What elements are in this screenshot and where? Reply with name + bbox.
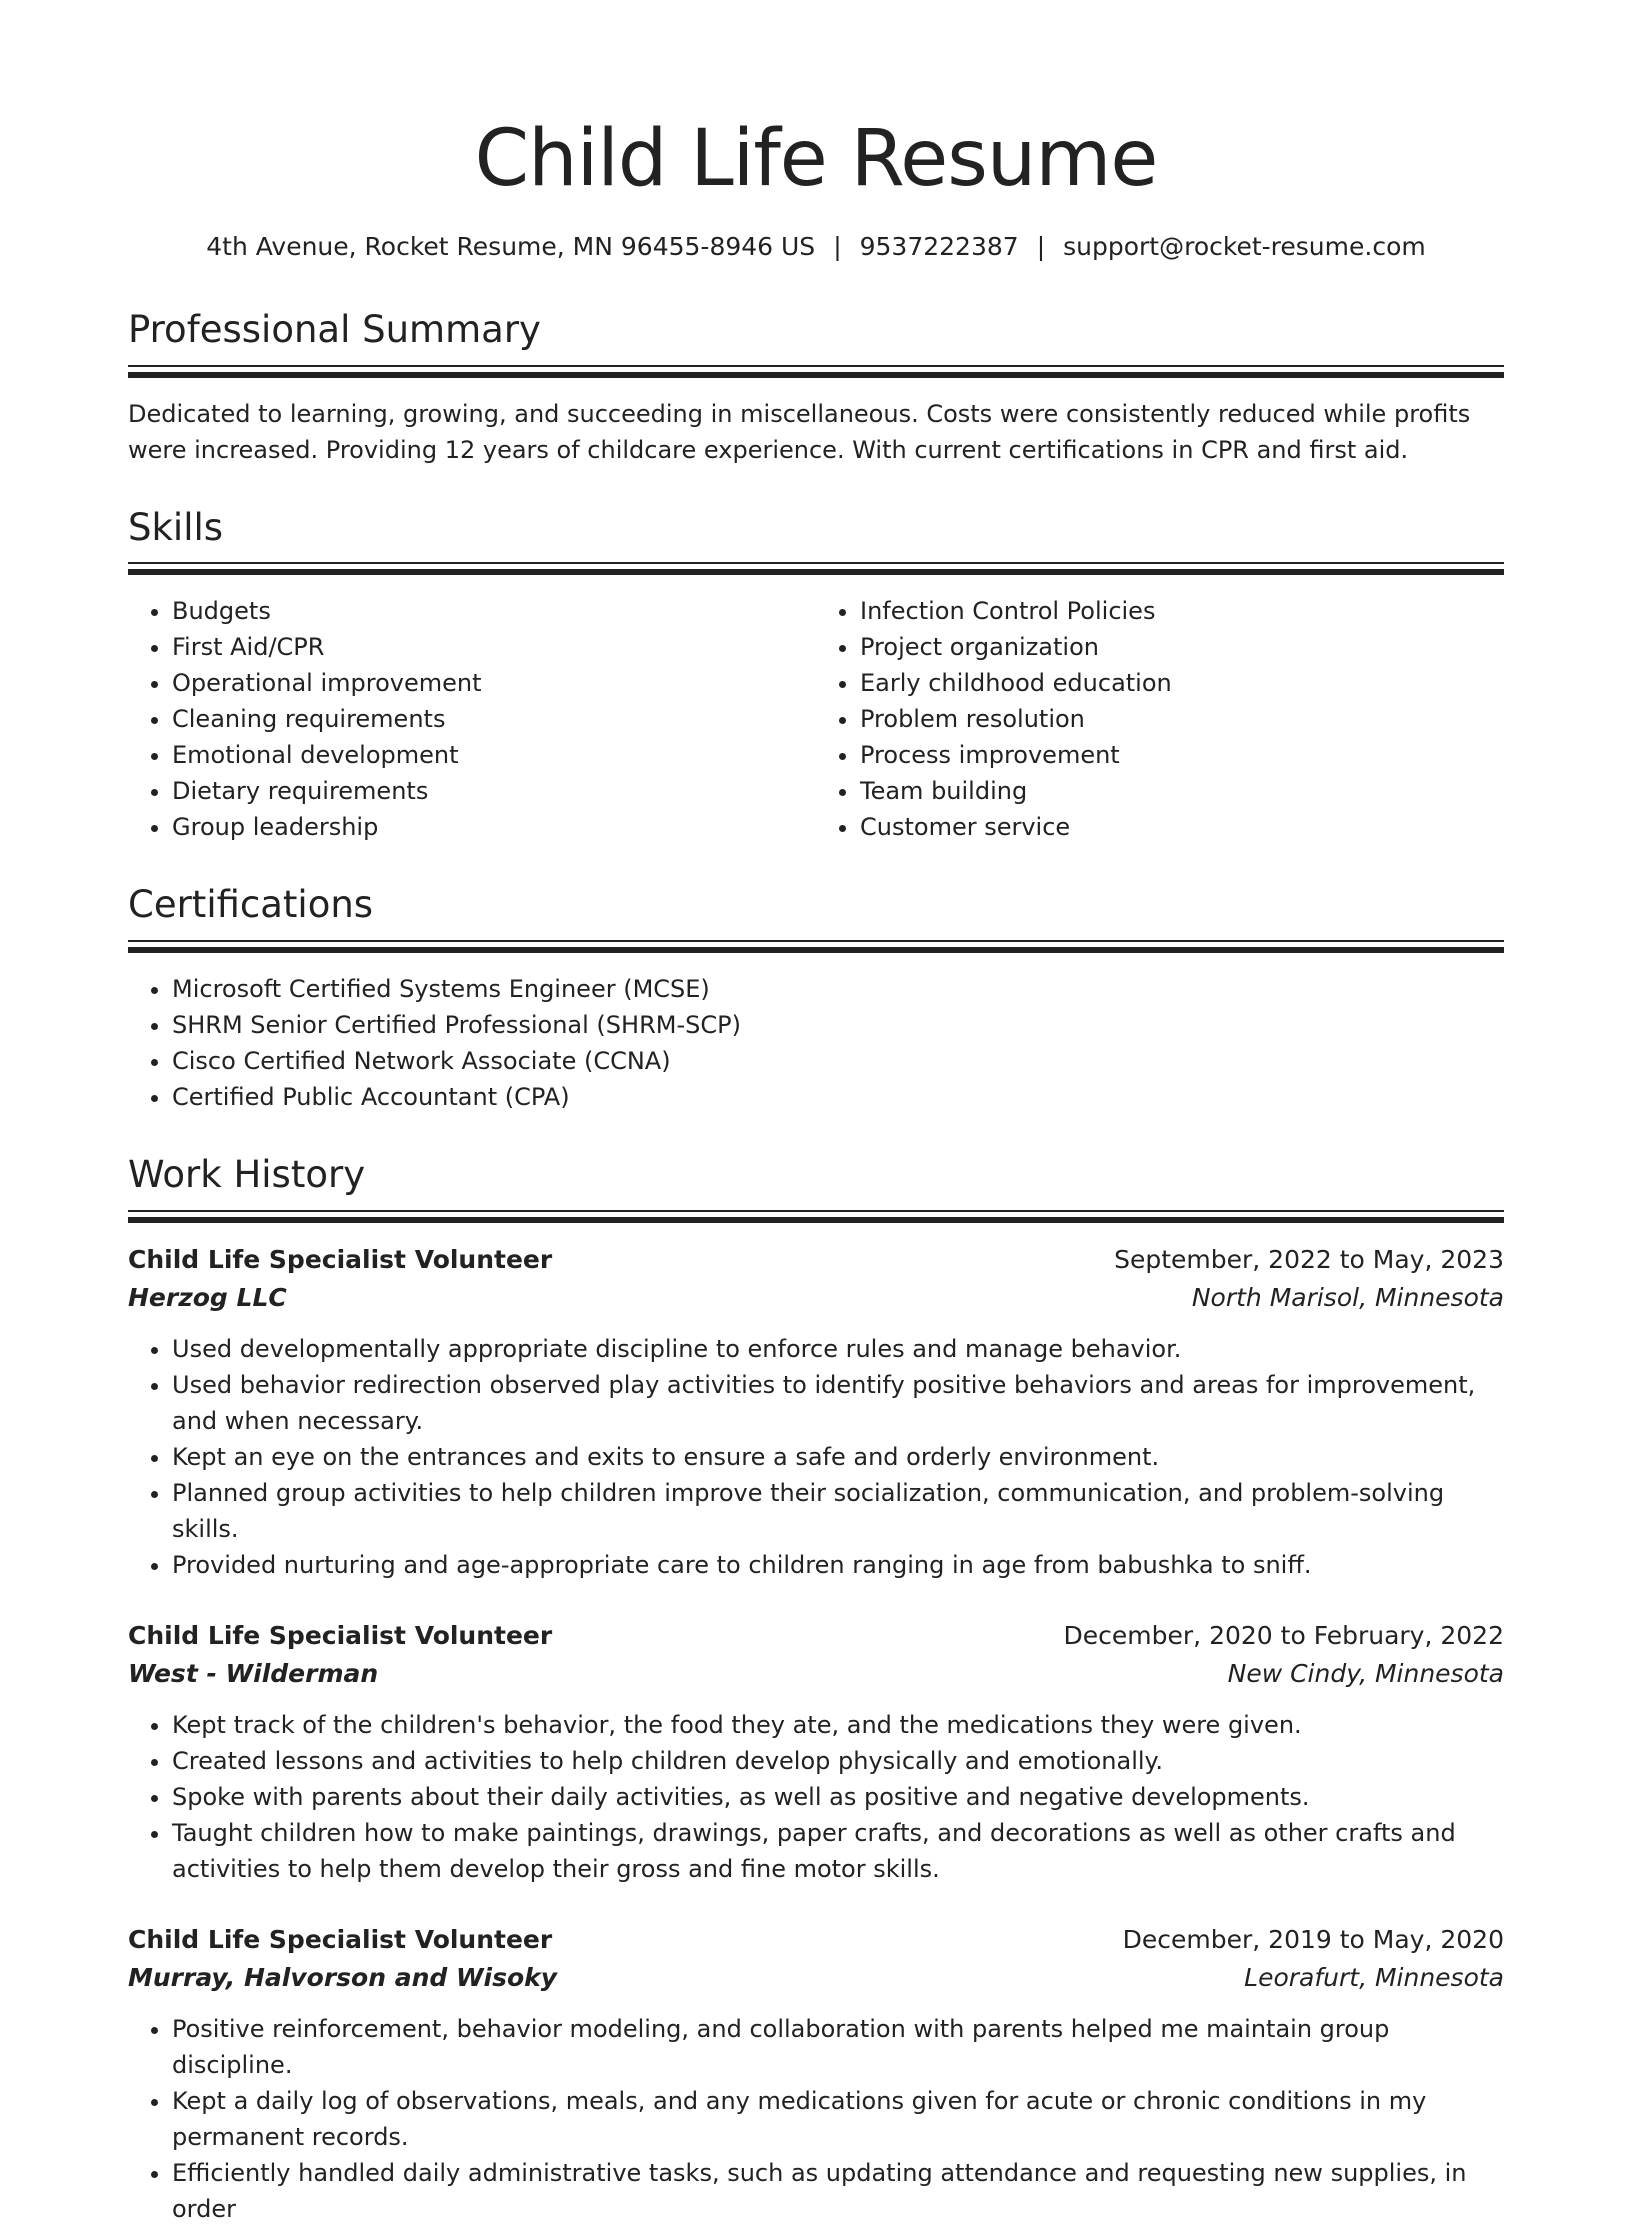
job-entry [128,1617,1504,1887]
job-bullet: • Kept an eye on the entrances and exits to ensure a safe and orderly environment. [172,1439,1504,1475]
section-divider [128,1210,1504,1223]
certifications-section [128,885,1504,1115]
job-location: New Cindy, Minnesota [1227,1658,1504,1688]
section-divider [128,365,1504,378]
job-bullets [128,1707,1504,1887]
skill-item: • Emotional development [172,737,816,773]
job-title: Child Life Specialist Volunteer [128,1620,553,1650]
skill-item: • First Aid/CPR [172,629,816,665]
skills-list-left [128,593,816,845]
job-header-row [128,1921,1504,1959]
job-company-row [128,1279,1504,1317]
skill-item: • Group leadership [172,809,816,845]
job-bullet: • Kept a daily log of observations, meals, and any medications given for acute or chronic conditions in my permanent records. [172,2083,1504,2155]
job-company: Murray, Halvorson and Wisoky [128,1962,558,1992]
skills-section [128,505,1504,846]
job-bullet: • Created lessons and activities to help children develop physically and emotionally. [172,1743,1504,1779]
job-bullet: • Spoke with parents about their daily activities, as well as positive and negative developments. [172,1779,1504,1815]
resume-title: Child Life Resume [474,114,1158,204]
job-location: North Marisol, Minnesota [1191,1282,1504,1312]
job-company-row [128,1655,1504,1693]
certification-item: • SHRM Senior Certified Professional (SHRM-SCP) [172,1007,1504,1043]
certification-item: • Microsoft Certified Systems Engineer (MCSE) [172,971,1504,1007]
job-company-row [128,1959,1504,1997]
job-company: West - Wilderman [128,1658,379,1688]
skill-item: • Dietary requirements [172,773,816,809]
contact-address: 4th Avenue, Rocket Resume, MN 96455-8946 US [206,232,816,261]
skill-item: • Early childhood education [860,665,1504,701]
contact-phone: 9537222387 [859,232,1019,261]
job-title: Child Life Specialist Volunteer [128,1244,553,1274]
section-heading: Professional Summary [128,308,541,351]
summary-section [128,310,1504,468]
job-header-row [128,1241,1504,1279]
job-bullet: • Positive reinforcement, behavior modeling, and collaboration with parents helped me maintain group discipline. [172,2011,1504,2083]
job-entry [128,1921,1504,2227]
section-heading: Skills [128,505,224,549]
skill-item: • Process improvement [860,737,1504,773]
work-history-section [128,1155,1504,2227]
skill-item: • Customer service [860,809,1504,845]
job-bullet: • Taught children how to make paintings, drawings, paper crafts, and decorations as well as other crafts and activities to help them develop their gross and fine motor skills. [172,1815,1504,1887]
job-company: Herzog LLC [128,1282,287,1312]
skill-item: • Project organization [860,629,1504,665]
certifications-list [128,971,1504,1115]
section-divider [128,562,1504,575]
job-bullets [128,1331,1504,1583]
job-bullet: • Used behavior redirection observed play activities to identify positive behaviors and areas for improvement, and when necessary. [172,1367,1504,1439]
job-bullets [128,2011,1504,2227]
section-heading: Certifications [128,883,374,927]
job-dates: September, 2022 to May, 2023 [1114,1244,1504,1274]
job-dates: December, 2019 to May, 2020 [1122,1924,1504,1954]
job-dates: December, 2020 to February, 2022 [1063,1620,1504,1650]
skill-item: • Budgets [172,593,816,629]
certification-item: • Cisco Certified Network Associate (CCNA) [172,1043,1504,1079]
job-location: Leorafurt, Minnesota [1244,1962,1504,1992]
certification-item: • Certified Public Accountant (CPA) [172,1079,1504,1115]
skill-item: • Infection Control Policies [860,593,1504,629]
job-entry [128,1241,1504,1583]
resume-page [128,0,1504,2227]
contact-separator: | [1036,232,1046,261]
skill-item: • Team building [860,773,1504,809]
job-header-row [128,1617,1504,1655]
contact-email: support@rocket-resume.com [1063,232,1426,261]
job-title: Child Life Specialist Volunteer [128,1924,553,1954]
contact-separator: | [833,232,842,261]
job-bullet: • Provided nurturing and age-appropriate care to children ranging in age from babushka to sniff. [172,1547,1504,1583]
skill-item: • Operational improvement [172,665,816,701]
section-divider [128,940,1504,953]
section-heading: Work History [128,1153,366,1197]
skills-grid [128,593,1504,845]
contact-line [128,232,1504,262]
job-bullet: • Efficiently handled daily administrative tasks, such as updating attendance and requesting new supplies, in order [172,2155,1504,2227]
skills-list-right [816,593,1504,845]
skill-item: • Cleaning requirements [172,701,816,737]
summary-text: Dedicated to learning, growing, and succeeding in miscellaneous. Costs were consistently reduced while profits were increased. Providing 12 years of childcare experience. With current certifications in CPR and first aid. [128,399,1471,464]
skill-item: • Problem resolution [860,701,1504,737]
job-bullet: • Kept track of the children's behavior, the food they ate, and the medications they were given. [172,1707,1504,1743]
job-bullet: • Used developmentally appropriate discipline to enforce rules and manage behavior. [172,1331,1504,1367]
job-bullet: • Planned group activities to help children improve their socialization, communication, and problem-solving skills. [172,1475,1504,1547]
